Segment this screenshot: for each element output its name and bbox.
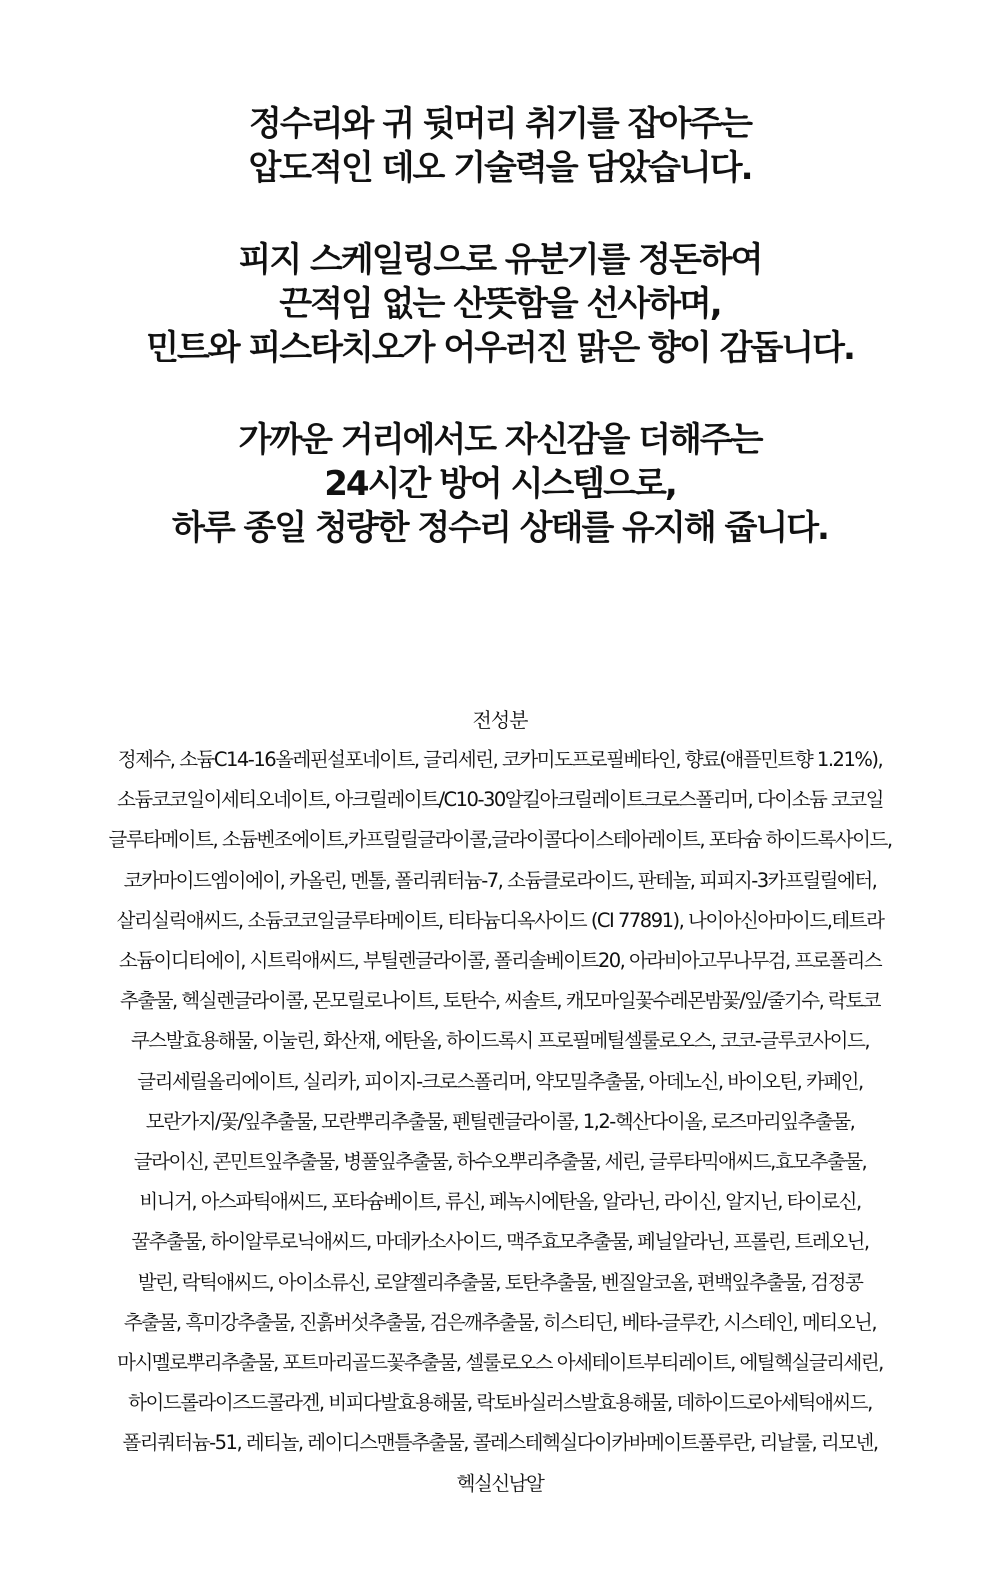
ingredients-line: 마시멜로뿌리추출물, 포트마리골드꽃추출물, 셀룰로오스 아세테이트부티레이트, 에틸헥실글리세린, xyxy=(117,1351,883,1375)
ingredients-line: 폴리쿼터늄-51, 레티놀, 레이디스맨틀추출물, 콜레스테헥실다이카바메이트풀루란, 리날룰, 리모넨, xyxy=(122,1431,878,1455)
ingredients-line: 발린, 락틱애씨드, 아이소류신, 로얄젤리추출물, 토탄추출물, 벤질알코올, 편백잎추출물, 검정콩 xyxy=(137,1270,863,1294)
headline-paragraph-2 xyxy=(40,238,960,370)
ingredients-line: 하이드롤라이즈드콜라겐, 비피다발효용해물, 락토바실러스발효용해물, 데하이드로아세틱애씨드, xyxy=(128,1391,872,1415)
headline-line: 하루 종일 청량한 정수리 상태를 유지해 줍니다. xyxy=(172,508,828,548)
ingredients-line: 소듐이디티에이, 시트릭애씨드, 부틸렌글라이콜, 폴리솔베이트20, 아라비아고무나무검, 프로폴리스 xyxy=(118,949,882,973)
ingredients-line: 추출물, 흑미강추출물, 진흙버섯추출물, 검은깨추출물, 히스티딘, 베타-글루칸, 시스테인, 메티오닌, xyxy=(123,1310,877,1334)
ingredients-line: 비니거, 아스파틱애씨드, 포타슘베이트, 류신, 페녹시에탄올, 알라닌, 라이신, 알지닌, 타이로신, xyxy=(139,1190,861,1214)
ingredients-line: 소듐코코일이세티오네이트, 아크릴레이트/C10-30알킬아크릴레이트크로스폴리머, 다이소듐 코코일 xyxy=(117,788,883,812)
ingredients-line: 정제수, 소듐C14-16올레핀설포네이트, 글리세린, 코카미도프로필베타인, 향료(애플민트향 1.21%), xyxy=(117,748,883,771)
ingredients-title: 전성분 xyxy=(472,708,528,732)
headline-line: 24시간 방어 시스템으로, xyxy=(324,464,676,504)
ingredients-line: 헥실신남알 xyxy=(456,1471,544,1495)
headline-paragraph-1 xyxy=(40,102,960,190)
headline-line: 민트와 피스타치오가 어우러진 맑은 향이 감돕니다. xyxy=(146,328,854,368)
headline-copy xyxy=(40,102,960,598)
ingredients-line: 쿠스발효용해물, 이눌린, 화산재, 에탄올, 하이드록시 프로필메틸셀룰로오스, 코코-글루코사이드, xyxy=(130,1029,870,1053)
ingredients-line: 글리세릴올리에이트, 실리카, 피이지-크로스폴리머, 약모밀추출물, 아데노신, 바이오틴, 카페인, xyxy=(137,1069,863,1093)
headline-line: 끈적임 없는 산뜻함을 선사하며, xyxy=(279,284,721,324)
ingredients-line: 추출물, 헥실렌글라이콜, 몬모릴로나이트, 토탄수, 씨솔트, 캐모마일꽃수레몬밤꽃/잎/줄기수, 락토코 xyxy=(119,989,880,1013)
ingredients-section xyxy=(20,700,980,1504)
ingredients-line: 글루타메이트, 소듐벤조에이트,카프릴릴글라이콜,글라이콜다이스테아레이트, 포타슘 하이드록사이드, xyxy=(108,828,892,852)
headline-line: 압도적인 데오 기술력을 담았습니다. xyxy=(248,148,752,188)
ingredients-line: 꿀추출물, 하이알루로닉애씨드, 마데카소사이드, 맥주효모추출물, 페닐알라닌, 프롤린, 트레오닌, xyxy=(131,1230,869,1254)
ingredients-line: 모란가지/꽃/잎추출물, 모란뿌리추출물, 펜틸렌글라이콜, 1,2-헥산다이올, 로즈마리잎추출물, xyxy=(145,1109,855,1133)
ingredients-line: 코카마이드엠이에이, 카올린, 멘톨, 폴리쿼터늄-7, 소듐클로라이드, 판테놀, 피피지-3카프릴릴에터, xyxy=(123,868,877,892)
headline-line: 피지 스케일링으로 유분기를 정돈하여 xyxy=(238,240,762,280)
headline-paragraph-3 xyxy=(40,418,960,550)
ingredients-line: 살리실릭애씨드, 소듐코코일글루타메이트, 티타늄디옥사이드 (CI 77891), 나이아신아마이드,테트라 xyxy=(116,908,884,932)
headline-line: 가까운 거리에서도 자신감을 더해주는 xyxy=(238,420,762,460)
headline-line: 정수리와 귀 뒷머리 취기를 잡아주는 xyxy=(248,104,751,144)
ingredients-line: 글라이신, 콘민트잎추출물, 병풀잎추출물, 하수오뿌리추출물, 세린, 글루타믹애씨드,효모추출물, xyxy=(133,1150,867,1174)
